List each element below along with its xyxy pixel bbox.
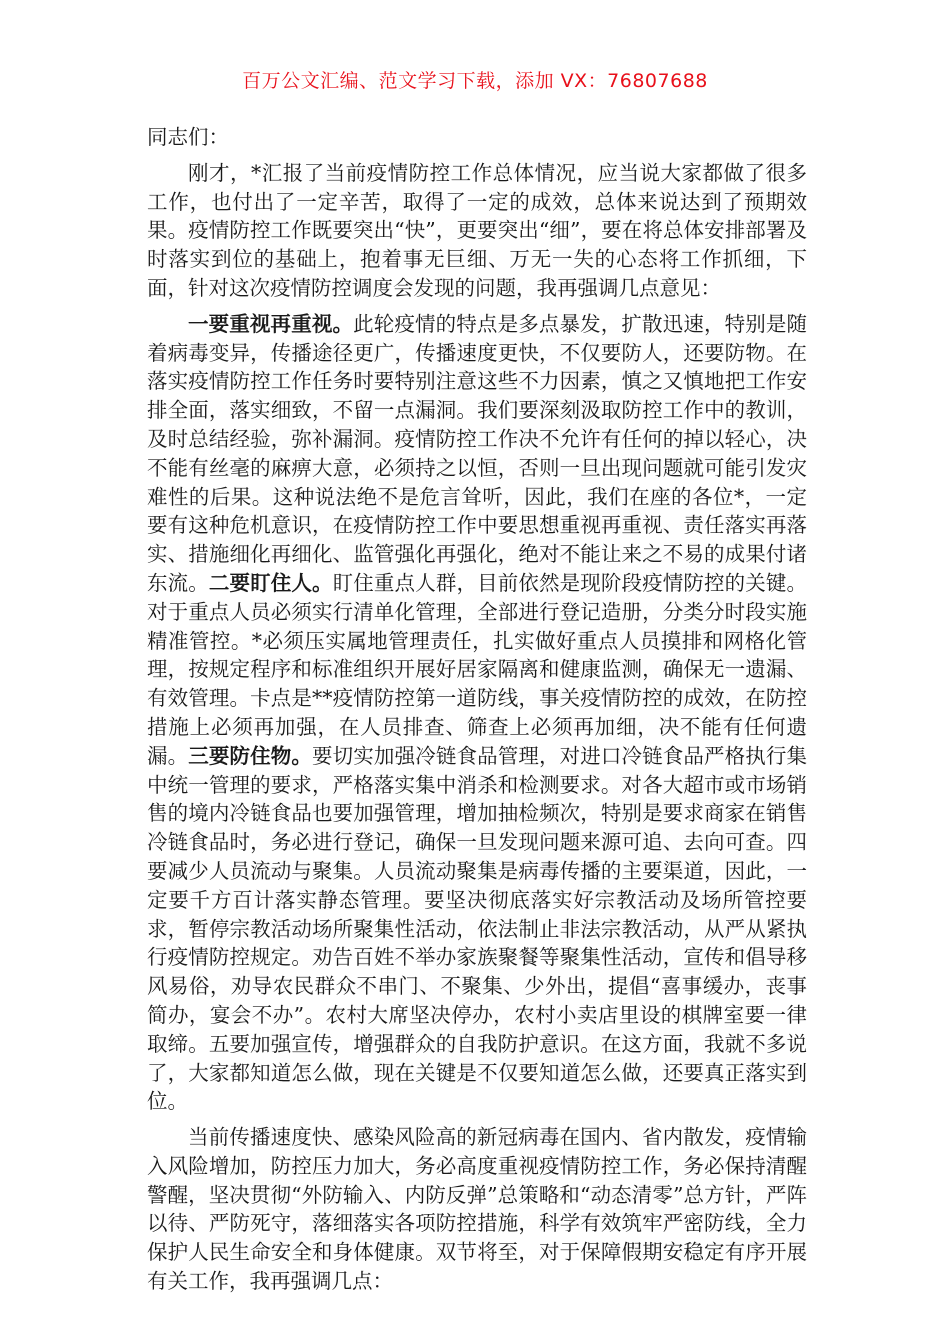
closing-paragraph: 当前传播速度快、感染风险高的新冠病毒在国内、省内散发，疫情输入风险增加，防控压力加大，务必高度重视疫情防控工作，务必保持清醒警醒，坚决贯彻“外防输入、内防反弹”总策略和“动态清零”总方针，严阵以待、严防死守，落细落实各项防控措施，科学有效筑牢严密防线，全力保护人民生命安全和身体健康。双节将至，对于保障假期安稳定有序开展有关工作，我再强调几点：	[147, 1125, 807, 1294]
document-body	[147, 123, 807, 1303]
header-banner: 百万公文汇编、范文学习下载，添加 VX：76807688	[242, 70, 708, 92]
point1-heading: 一要重视再重视。	[188, 311, 354, 336]
point2-heading: 二要盯住人。	[208, 570, 333, 595]
intro-paragraph: 刚才，*汇报了当前疫情防控工作总体情况，应当说大家都做了很多工作，也付出了一定辛苦，取得了一定的成效，总体来说达到了预期效果。疫情防控工作既要突出“快”，更要突出“细”，要在将总体安排部署及时落实到位的基础上，抱着事无巨细、万无一失的心态将工作抓细，下面，针对这次疫情防控调度会发现的问题，我再强调几点意见：	[147, 160, 807, 300]
point2-text: 盯住重点人群，目前依然是现阶段疫情防控的关键。对于重点人员必须实行清单化管理，全部进行登记造册，分类分时段实施精准管控。*必须压实属地管理责任，扎实做好重点人员摸排和网格化管理，按规定程序和标准组织开展好居家隔离和健康监测，确保无一遗漏、有效管理。卡点是**疫情防控第一道防线，事关疫情防控的成效，在防控措施上必须再加强，在人员排查、筛查上必须再加细，决不能有任何遗漏。	[147, 570, 808, 768]
point1-text: 此轮疫情的特点是多点暴发，扩散迅速，特别是随着病毒变异，传播途径更广，传播速度更快，不仅要防人，还要防物。在落实疫情防控工作任务时要特别注意这些不力因素，慎之又慎地把工作安排全面，落实细致，不留一点漏洞。我们要深刻汲取防控工作中的教训，及时总结经验，弥补漏洞。疫情防控工作决不允许有任何的掉以轻心，决不能有丝毫的麻痹大意，必须持之以恒，否则一旦出现问题就可能引发灾难性的后果。这种说法绝不是危言耸听，因此，我们在座的各位*，一定要有这种危机意识，在疫情防控工作中要思想重视再重视、责任落实再落实、措施细化再细化、监管强化再强化，绝对不能让来之不易的成果付诸东流。	[147, 311, 808, 595]
point3-text: 要切实加强冷链食品管理，对进口冷链食品严格执行集中统一管理的要求，严格落实集中消杀和检测要求。对各大超市或市场销售的境内冷链食品也要加强管理，增加抽检频次，特别是要求商家在销售冷链食品时，务必进行登记，确保一旦发现问题来源可追、去向可查。四要减少人员流动与聚集。人员流动聚集是病毒传播的主要渠道，因此，一定要千方百计落实静态管理。要坚决彻底落实好宗教活动及场所管控要求，暂停宗教活动场所聚集性活动，依法制止非法宗教活动，从严从紧执行疫情防控规定。劝告百姓不举办家族聚餐等聚集性活动，宣传和倡导移风易俗，劝导农民群众不串门、不聚集、少外出，提倡“喜事缓办，丧事简办，宴会不办”。农村大席坚决停办，农村小卖店里设的棋牌室要一律取缔。五要加强宣传，增强群众的自我防护意识。在这方面，我就不多说了，大家都知道怎么做，现在关键是不仅要知道怎么做，还要真正落实到位。	[147, 743, 808, 1114]
salutation: 同志们：	[147, 125, 229, 149]
main-points-paragraph	[147, 310, 807, 1116]
point3-heading: 三要防住物。	[188, 743, 313, 768]
